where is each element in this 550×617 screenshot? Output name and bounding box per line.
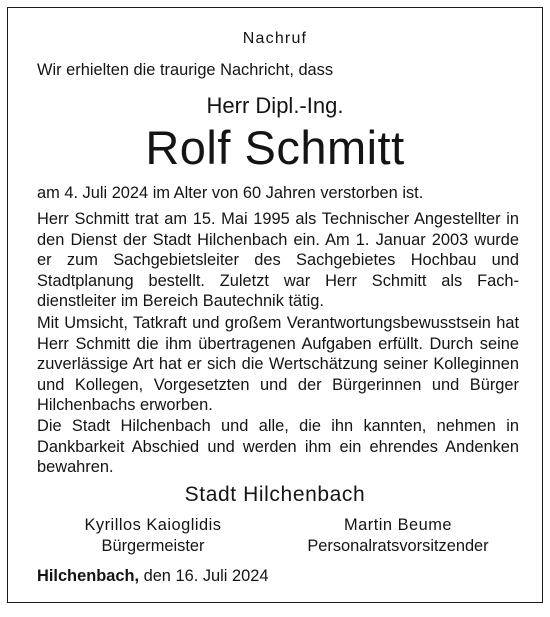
signatory-staff-council xyxy=(273,515,523,556)
place: Hilchenbach, xyxy=(37,567,140,585)
signatory-title: Bürgermeister xyxy=(101,536,205,555)
obituary-notice xyxy=(7,7,543,603)
appreciation-paragraph: Mit Umsicht, Tatkraft und großem Verantwortungsbewusstsein hat Herr Schmitt die ihm übertragenen Aufgaben erfüllt. Durch seine zuverlässige Art hat er sich die Wertschätzung seiner Kolleginnen und Kollegen, Vorgesetzten und der Bürgerinnen und Bürger Hilchenbachs erworben. xyxy=(37,314,519,415)
date: den 16. Juli 2024 xyxy=(143,567,269,585)
intro-line: Wir erhielten die traurige Nachricht, dass xyxy=(37,61,334,79)
signatory-mayor xyxy=(48,515,258,556)
honorific-title: Herr Dipl.-Ing. xyxy=(206,93,344,118)
signatory-title: Personalratsvorsitzender xyxy=(307,536,489,555)
organization-name: Stadt Hilchenbach xyxy=(184,483,366,506)
career-paragraph: Herr Schmitt trat am 15. Mai 1995 als Technischer Angestellter in den Dienst der Stadt Hilchenbach ein. Am 1. Januar 2003 wurde er zum Sachgebietsleiter des Sachgebietes Hochbau und Stadtplanung bestellt. Zuletzt war Herr Schmitt als Fachdienstleiter im Bereich Bautechnik tätig. xyxy=(37,210,519,311)
deceased-name: Rolf Schmitt xyxy=(145,121,405,174)
death-date-line: am 4. Juli 2024 im Alter von 60 Jahren verstorben ist. xyxy=(37,184,424,202)
signatory-name: Martin Beume xyxy=(343,516,453,534)
place-and-date xyxy=(37,567,268,586)
notice-heading: Nachruf xyxy=(242,30,308,47)
signatory-name: Kyrillos Kaioglidis xyxy=(84,516,222,534)
farewell-paragraph: Die Stadt Hilchenbach und alle, die ihn kannten, nehmen in Dankbarkeit Abschied und werden ihm ein ehrendes Andenken bewahren. xyxy=(37,417,519,477)
